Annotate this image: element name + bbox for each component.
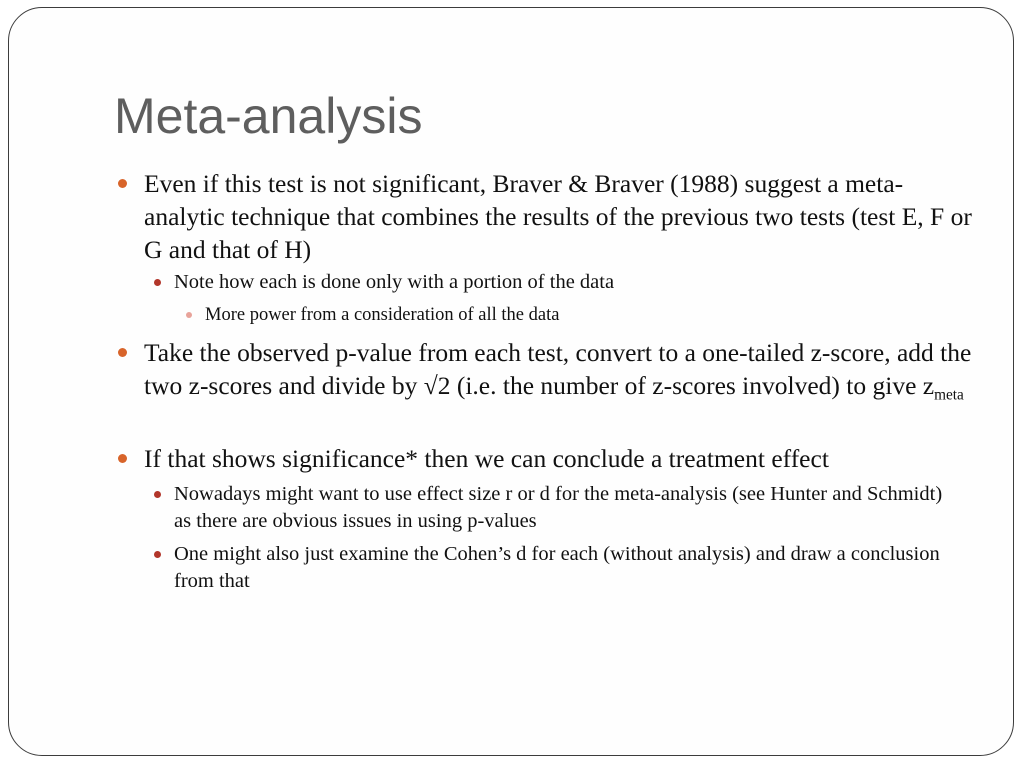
bullet-text: One might also just examine the Cohen’s d for each (without analysis) and draw a conclusion from that: [174, 543, 940, 592]
bullet-text: More power from a consideration of all the data: [205, 305, 560, 325]
bullet-dot-icon: [154, 551, 161, 558]
bullet-item: [174, 541, 954, 595]
bullet-text: Take the observed p-value from each test, convert to a one-tailed z-score, add the two z-scores and divide by √2 (i.e. the number of z-scores involved) to give z: [144, 338, 972, 400]
bullet-dot-icon: [118, 179, 127, 188]
bullet-item: [205, 303, 945, 327]
bullet-text: Nowadays might want to use effect size r or d for the meta-analysis (see Hunter and Schmidt) as there are obvious issues in using p-values: [174, 483, 943, 532]
bullet-item: [144, 442, 974, 475]
bullet-item: [174, 269, 954, 296]
slide-title: Meta-analysis: [114, 88, 423, 144]
bullet-text: Note how each is done only with a portion of the data: [174, 271, 615, 293]
bullet-dot-icon: [118, 454, 127, 463]
bullet-item: [144, 167, 974, 266]
bullet-dot-icon: [154, 279, 161, 286]
bullet-item: [144, 336, 974, 402]
bullet-text: Even if this test is not significant, Braver & Braver (1988) suggest a meta-analytic technique that combines the results of the previous two tests (test E, F or G and that of H): [144, 169, 972, 264]
bullet-dot-icon: [186, 312, 192, 318]
bullet-item: [174, 481, 954, 535]
bullet-dot-icon: [118, 348, 127, 357]
bullet-text: If that shows significance* then we can conclude a treatment effect: [144, 444, 829, 473]
bullet-dot-icon: [154, 491, 161, 498]
bullet-subscript: meta: [934, 386, 964, 404]
